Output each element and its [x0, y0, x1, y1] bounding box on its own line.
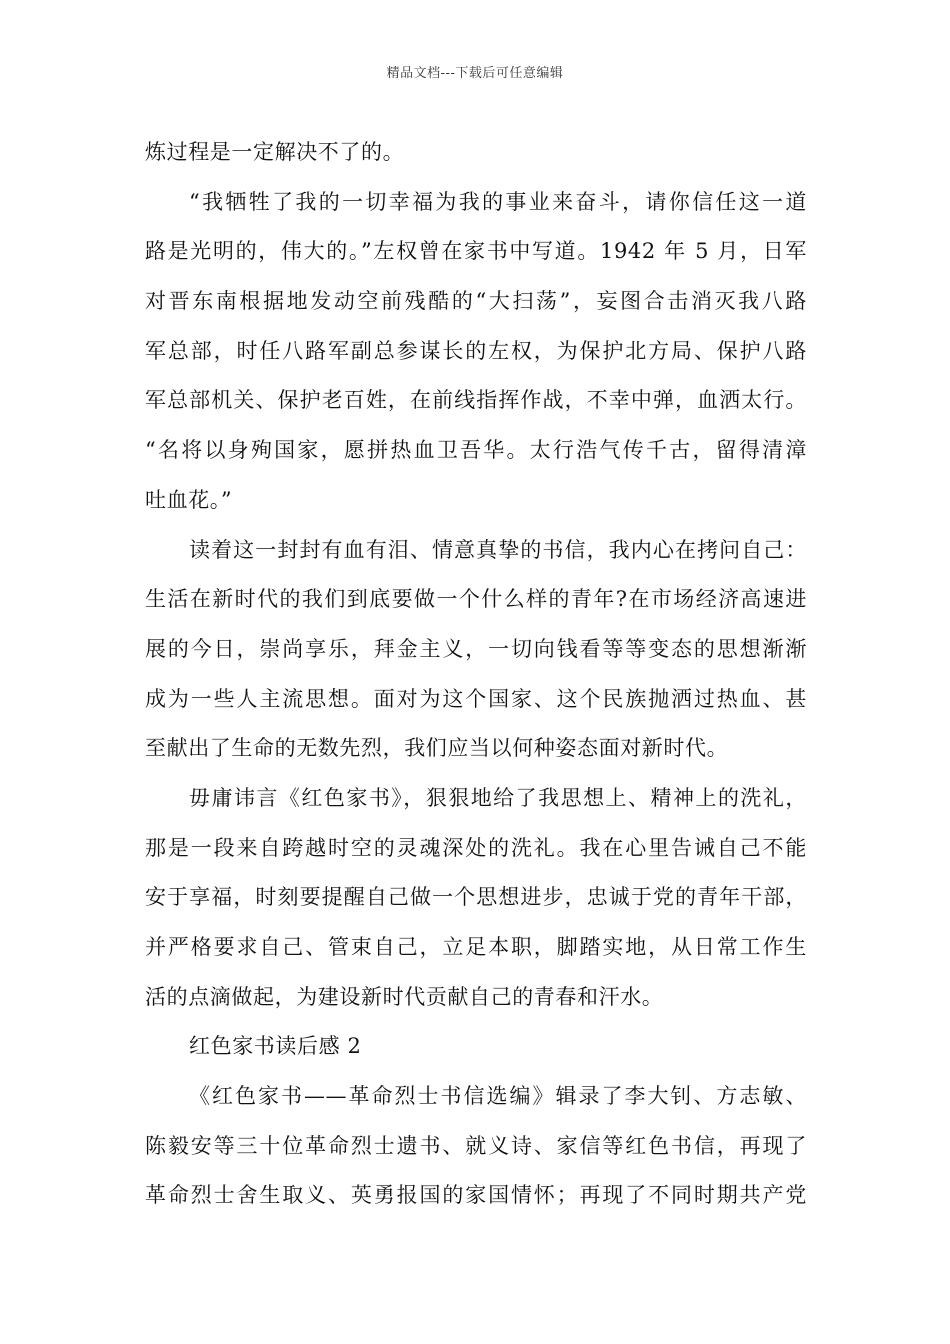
text-line: “我牺牲了我的一切幸福为我的事业来奋斗，请你信任这一道 — [189, 189, 807, 214]
text-line: 革命烈士舍生取义、英勇报国的家国情怀；再现了不同时期共产党 — [145, 1183, 807, 1208]
paragraph — [145, 526, 807, 774]
text-line: 安于享福，时刻要提醒自己做一个思想进步，忠诚于党的青年干部， — [145, 885, 807, 910]
text-line: “名将以身殉国家，愿拼热血卫吾华。太行浩气传千古，留得清漳 — [145, 438, 807, 463]
text-line: 毋庸讳言《红色家书》，狠狠地给了我思想上、精神上的洗礼， — [189, 785, 807, 810]
paragraph — [145, 178, 807, 526]
page-header: 精品文档---下载后可任意编辑 — [386, 66, 564, 81]
text-line: 对晋东南根据地发动空前残酷的“大扫荡”，妄图合击消灭我八路 — [145, 289, 807, 314]
text-line: 炼过程是一定解决不了的。 — [145, 140, 405, 164]
text-line: 陈毅安等三十位革命烈士遗书、就义诗、家信等红色书信，再现了 — [145, 1133, 807, 1158]
paragraph — [145, 774, 807, 1022]
text-line: 生活在新时代的我们到底要做一个什么样的青年?在市场经济高速进 — [145, 587, 807, 612]
text-line: 军总部机关、保护老百姓，在前线指挥作战，不幸中弹，血洒太行。 — [145, 388, 807, 413]
text-line: 《红色家书——革命烈士书信选编》辑录了李大钊、方志敏、 — [189, 1084, 807, 1109]
text-line: 吐血花。” — [145, 487, 233, 512]
section-heading — [145, 1022, 807, 1072]
text-line: 成为一些人主流思想。面对为这个国家、这个民族抛洒过热血、甚 — [145, 686, 807, 711]
paragraph — [145, 128, 807, 178]
document-body — [145, 128, 807, 1221]
text-line: 展的今日，崇尚享乐，拜金主义，一切向钱看等等变态的思想渐渐 — [145, 636, 807, 661]
text-line: 读着这一封封有血有泪、情意真挚的书信，我内心在拷问自己： — [189, 537, 807, 562]
text-line: 至献出了生命的无数先烈，我们应当以何种姿态面对新时代。 — [145, 736, 729, 761]
text-line: 红色家书读后感 2 — [189, 1034, 362, 1059]
text-line: 并严格要求自己、管束自己，立足本职，脚踏实地，从日常工作生 — [145, 935, 807, 959]
text-line: 路是光明的，伟大的。”左权曾在家书中写道。1942 年 5 月，日军 — [145, 239, 807, 264]
paragraph — [145, 1072, 807, 1221]
text-line: 军总部，时任八路军副总参谋长的左权，为保护北方局、保护八路 — [145, 338, 807, 363]
text-line: 那是一段来自跨越时空的灵魂深处的洗礼。我在心里告诫自己不能 — [145, 835, 807, 860]
text-line: 活的点滴做起，为建设新时代贡献自己的青春和汗水。 — [145, 984, 664, 1009]
